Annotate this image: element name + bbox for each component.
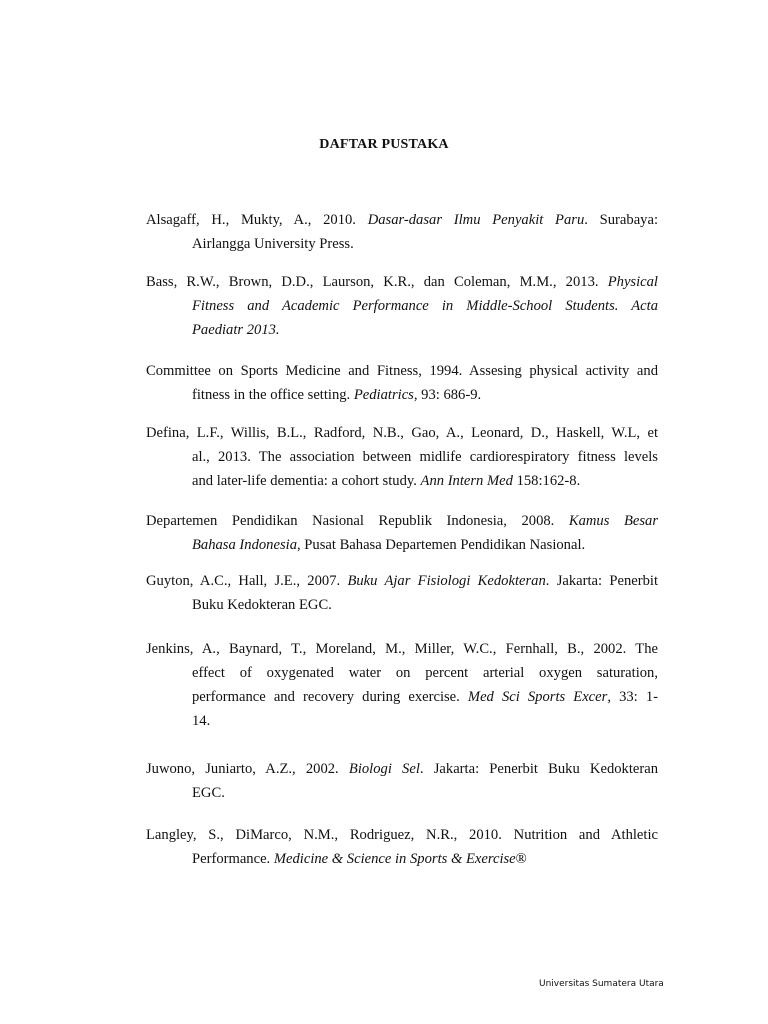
reference-line [146, 757, 658, 781]
reference-text: Guyton, A.C., Hall, J.E., 2007. [146, 573, 348, 589]
reference-text: , 33: 1- [607, 689, 658, 705]
reference-entry [146, 208, 658, 256]
reference-line [146, 569, 658, 593]
reference-text: al., 2013. The association between midlife cardiorespiratory fitness levels [192, 449, 658, 465]
reference-text: Kamus Besar [568, 513, 658, 529]
reference-text: Paediatr 2013. [192, 322, 280, 338]
reference-line [146, 823, 658, 847]
reference-line [146, 270, 658, 294]
reference-text: Jenkins, A., Baynard, T., Moreland, M., Miller, W.C., Fernhall, B., 2002. The [146, 641, 658, 657]
reference-line [146, 383, 658, 407]
reference-entry [146, 421, 658, 493]
reference-line [146, 637, 658, 661]
reference-text: , 93: 686-9. [413, 387, 482, 403]
reference-text: Medicine & Science in Sports & Exercise [273, 851, 516, 867]
reference-text: Performance. [192, 851, 274, 867]
reference-line [146, 421, 658, 445]
reference-line [146, 318, 658, 342]
reference-text: Juwono, Juniarto, A.Z., 2002. [146, 761, 349, 777]
reference-text: Langley, S., DiMarco, N.M., Rodriguez, N.R., 2010. Nutrition and Athletic [146, 827, 658, 843]
reference-text: 158:162-8. [512, 473, 581, 489]
footer-institution: Universitas Sumatera Utara [539, 979, 664, 989]
reference-text: . Surabaya: [584, 212, 658, 228]
reference-line [146, 359, 658, 383]
reference-text: Med Sci Sports Excer [467, 689, 608, 705]
reference-line [146, 208, 658, 232]
reference-text: effect of oxygenated water on percent arterial oxygen saturation, [192, 665, 658, 681]
reference-line [146, 685, 658, 709]
reference-line [146, 232, 658, 256]
reference-text: Buku Ajar Fisiologi Kedokteran [347, 573, 546, 589]
reference-text: Airlangga University Press. [192, 236, 354, 252]
reference-entry [146, 270, 658, 342]
page-title: DAFTAR PUSTAKA [319, 137, 449, 152]
reference-entry [146, 757, 658, 805]
reference-text: Bahasa Indonesia [192, 537, 297, 553]
reference-text: . Jakarta: Penerbit [545, 573, 658, 589]
reference-text: Biologi Sel [348, 761, 420, 777]
reference-text: EGC. [192, 785, 225, 801]
reference-text: . Jakarta: Penerbit Buku Kedokteran [419, 761, 658, 777]
reference-text: Bass, R.W., Brown, D.D., Laurson, K.R., dan Coleman, M.M., 2013. [146, 274, 608, 290]
reference-text: , Pusat Bahasa Departemen Pendidikan Nasional. [297, 537, 586, 553]
reference-entry [146, 359, 658, 407]
reference-text: Alsagaff, H., Mukty, A., 2010. [146, 212, 368, 228]
reference-line [146, 509, 658, 533]
reference-line [146, 847, 658, 871]
reference-text: Dasar-dasar Ilmu Penyakit Paru [367, 212, 585, 228]
reference-entry [146, 637, 658, 733]
reference-line [146, 661, 658, 685]
reference-text: 14. [192, 713, 211, 729]
reference-line [146, 593, 658, 617]
reference-line [146, 709, 658, 733]
reference-entry [146, 509, 658, 557]
reference-entry [146, 823, 658, 871]
reference-line [146, 445, 658, 469]
reference-text: fitness in the office setting. [192, 387, 354, 403]
reference-entry [146, 569, 658, 617]
reference-text: Defina, L.F., Willis, B.L., Radford, N.B., Gao, A., Leonard, D., Haskell, W.L, et [146, 425, 658, 441]
reference-text: Committee on Sports Medicine and Fitness, 1994. Assesing physical activity and [146, 363, 658, 379]
reference-text: ® [515, 851, 527, 867]
reference-text: Physical [607, 274, 658, 290]
reference-text: Fitness and Academic Performance in Middle-School Students. Acta [192, 298, 658, 314]
reference-text: Pediatrics [353, 387, 414, 403]
reference-text: Departemen Pendidikan Nasional Republik Indonesia, 2008. [146, 513, 569, 529]
reference-text: Ann Intern Med [420, 473, 513, 489]
reference-text: and later-life dementia: a cohort study. [192, 473, 421, 489]
reference-line [146, 294, 658, 318]
reference-text: Buku Kedokteran EGC. [192, 597, 332, 613]
reference-line [146, 781, 658, 805]
reference-line [146, 533, 658, 557]
reference-text: performance and recovery during exercise. [192, 689, 468, 705]
reference-line [146, 469, 658, 493]
